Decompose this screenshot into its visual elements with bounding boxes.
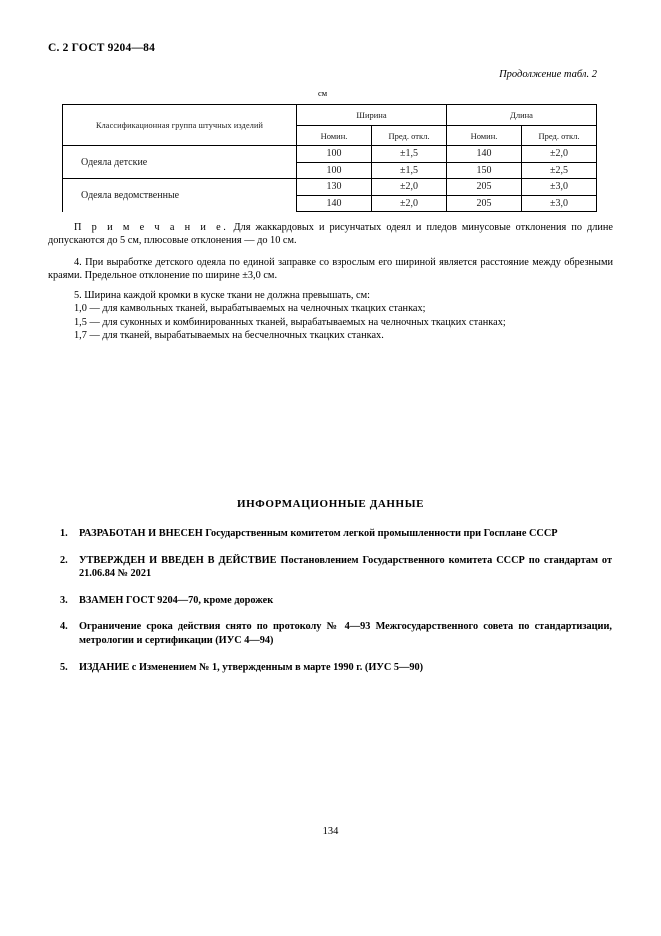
info-item-marker: 5. bbox=[60, 661, 68, 673]
clause-5-line-1: 1,0 — для камвольных тканей, вырабатываемых на челночных ткацких станках; bbox=[74, 303, 426, 315]
table-subheader-length-nominal: Номин. bbox=[447, 126, 522, 146]
table-subheader-width-nominal: Номин. bbox=[297, 126, 372, 146]
info-item bbox=[60, 594, 612, 608]
info-item-marker: 1. bbox=[60, 528, 68, 539]
table-unit-label: см bbox=[318, 88, 328, 98]
info-item-text: ИЗДАНИЕ с Изменением № 1, утвержденным в марте 1990 г. (ИУС 5—90) bbox=[79, 661, 424, 673]
clause-5-lead: 5. Ширина каждой кромки в куске ткани не должна превышать, см: bbox=[74, 290, 370, 301]
table-cell: 140 bbox=[297, 195, 372, 212]
table-row-label-departmental-blankets: Одеяла ведомственные bbox=[63, 179, 297, 212]
clause-5 bbox=[48, 289, 613, 343]
table-cell: ±2,0 bbox=[372, 179, 447, 196]
table-cell: ±2,0 bbox=[372, 195, 447, 212]
table-header-width-group: Ширина bbox=[297, 105, 447, 126]
table-cell: ±2,5 bbox=[522, 162, 597, 179]
table-note bbox=[48, 221, 613, 248]
table-body bbox=[63, 146, 597, 212]
table-cell: 100 bbox=[297, 162, 372, 179]
table-head bbox=[63, 105, 597, 146]
info-item bbox=[60, 527, 612, 541]
clause-5-line-2: 1,5 — для суконных и комбинированных тканей, вырабатываемых на челночных ткацких станках; bbox=[74, 316, 506, 328]
info-item bbox=[60, 554, 612, 581]
table-cell: 205 bbox=[447, 179, 522, 196]
info-item-text: РАЗРАБОТАН И ВНЕСЕН Государственным комитетом легкой промышленности при Госплане СССР bbox=[79, 528, 558, 539]
table-note-label: П р и м е ч а н и е. bbox=[74, 222, 229, 233]
informational-data-list bbox=[60, 527, 612, 687]
dimensions-table bbox=[62, 104, 597, 212]
table-cell: 100 bbox=[297, 146, 372, 163]
table-row bbox=[63, 146, 597, 163]
table-head-row-groups bbox=[63, 105, 597, 126]
clause-4-text: 4. При выработке детского одеяла по единой заправке со взрослым его шириной является расстояние между обрезными краями. Предельное отклонение по ширине ±3,0 см. bbox=[48, 257, 613, 282]
info-item-marker: 4. bbox=[60, 621, 68, 633]
clause-5-line-3: 1,7 — для тканей, вырабатываемых на бесчелночных ткацких станках. bbox=[74, 330, 384, 342]
table-note-text: Для жаккардовых и рисунчатых одеял и пледов минусовые отклонения по длине допускаются до 5 см, плюсовые отклонения — до 10 см. bbox=[48, 222, 613, 247]
table-continuation-caption: Продолжение табл. 2 bbox=[499, 69, 597, 80]
table-note-paragraph bbox=[48, 221, 613, 248]
table-cell: ±2,0 bbox=[522, 146, 597, 163]
info-item bbox=[60, 620, 612, 647]
table-cell: 205 bbox=[447, 195, 522, 212]
running-head: С. 2 ГОСТ 9204—84 bbox=[48, 42, 156, 54]
table-cell: ±1,5 bbox=[372, 146, 447, 163]
table-row bbox=[63, 179, 597, 196]
info-item-marker: 2. bbox=[60, 554, 68, 566]
table-cell: ±3,0 bbox=[522, 179, 597, 196]
table-subheader-length-deviation: Пред. откл. bbox=[522, 126, 597, 146]
clause-4 bbox=[48, 256, 613, 283]
table-header-classification-group: Классификационная группа штучных изделий bbox=[63, 105, 297, 146]
table-cell: 130 bbox=[297, 179, 372, 196]
info-item-text: Ограничение срока действия снято по протоколу № 4—93 Межгосударственного совета по стандартизации, метрологии и сертификации (ИУС 4—94) bbox=[79, 621, 612, 646]
info-item-text: УТВЕРЖДЕН И ВВЕДЕН В ДЕЙСТВИЕ Постановлением Государственного комитета СССР по стандартам от 21.06.84 № 2021 bbox=[79, 554, 612, 580]
table-cell: ±1,5 bbox=[372, 162, 447, 179]
info-item bbox=[60, 661, 612, 675]
info-item-text: ВЗАМЕН ГОСТ 9204—70, кроме дорожек bbox=[79, 594, 274, 606]
informational-data-title: ИНФОРМАЦИОННЫЕ ДАННЫЕ bbox=[236, 498, 425, 510]
table-cell: ±3,0 bbox=[522, 195, 597, 212]
page-number: 134 bbox=[322, 826, 339, 837]
table-cell: 140 bbox=[447, 146, 522, 163]
info-item-marker: 3. bbox=[60, 594, 68, 606]
table-subheader-width-deviation: Пред. откл. bbox=[372, 126, 447, 146]
table-cell: 150 bbox=[447, 162, 522, 179]
table-header-length-group: Длина bbox=[447, 105, 597, 126]
table-row-label-childrens-blankets: Одеяла детские bbox=[63, 146, 297, 179]
